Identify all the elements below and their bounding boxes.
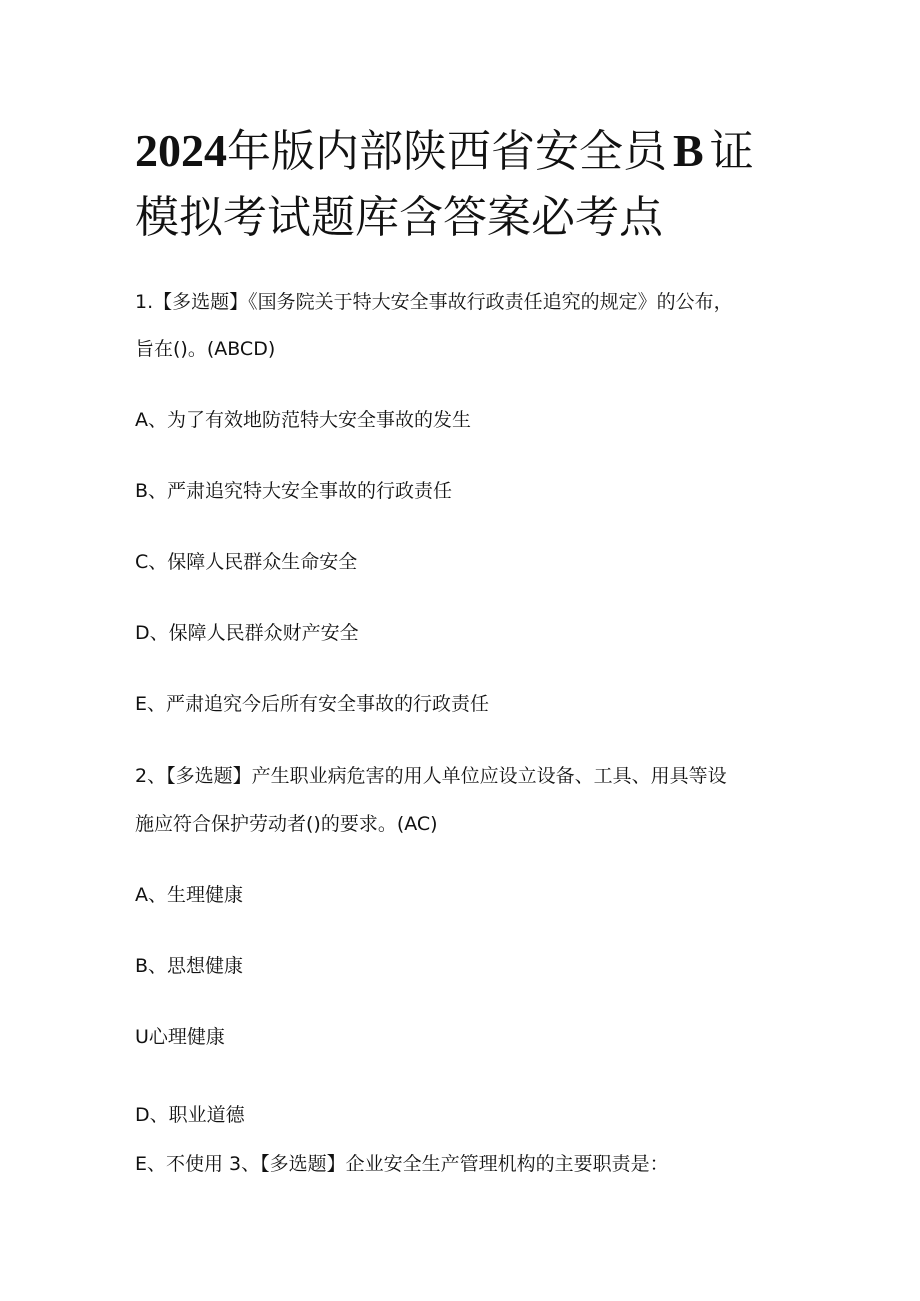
question-2-stem-line-1: 2、【多选题】产生职业病危害的用人单位应设立设备、工具、用具等设	[135, 765, 727, 787]
question-1-option-c: C、保障人民群众生命安全	[135, 551, 358, 573]
question-1-stem-line-1: 1.【多选题】《国务院关于特大安全事故行政责任追究的规定》的公布，	[135, 291, 733, 313]
question-2-option-d: D、职业道德	[135, 1104, 245, 1126]
question-2-option-e: E、不使用 3、【多选题】企业安全生产管理机构的主要职责是：	[135, 1153, 669, 1175]
document-title-line-1	[135, 125, 815, 177]
question-2-option-b: B、思想健康	[135, 955, 244, 977]
question-1-option-d: D、保障人民群众财产安全	[135, 622, 359, 644]
question-1-option-b: B、严肃追究特大安全事故的行政责任	[135, 480, 453, 502]
question-1-stem-line-2: 旨在()。(ABCD)	[135, 338, 276, 360]
question-2-stem-line-2: 施应符合保护劳动者()的要求。(AC)	[135, 813, 438, 835]
title-year: 2024	[135, 125, 227, 176]
question-2-option-a: A、生理健康	[135, 884, 243, 906]
title-text-c: 证	[709, 126, 754, 177]
title-text-a: 年版内部陕西省安全员	[227, 126, 667, 177]
question-1-option-e: E、严肃追究今后所有安全事故的行政责任	[135, 693, 490, 715]
question-1-option-a: A、为了有效地防范特大安全事故的发生	[135, 409, 471, 431]
title-letter: B	[673, 125, 704, 176]
document-title-line-2: 模拟考试题库含答案必考点	[135, 192, 663, 243]
question-2-option-c: U心理健康	[135, 1026, 225, 1048]
